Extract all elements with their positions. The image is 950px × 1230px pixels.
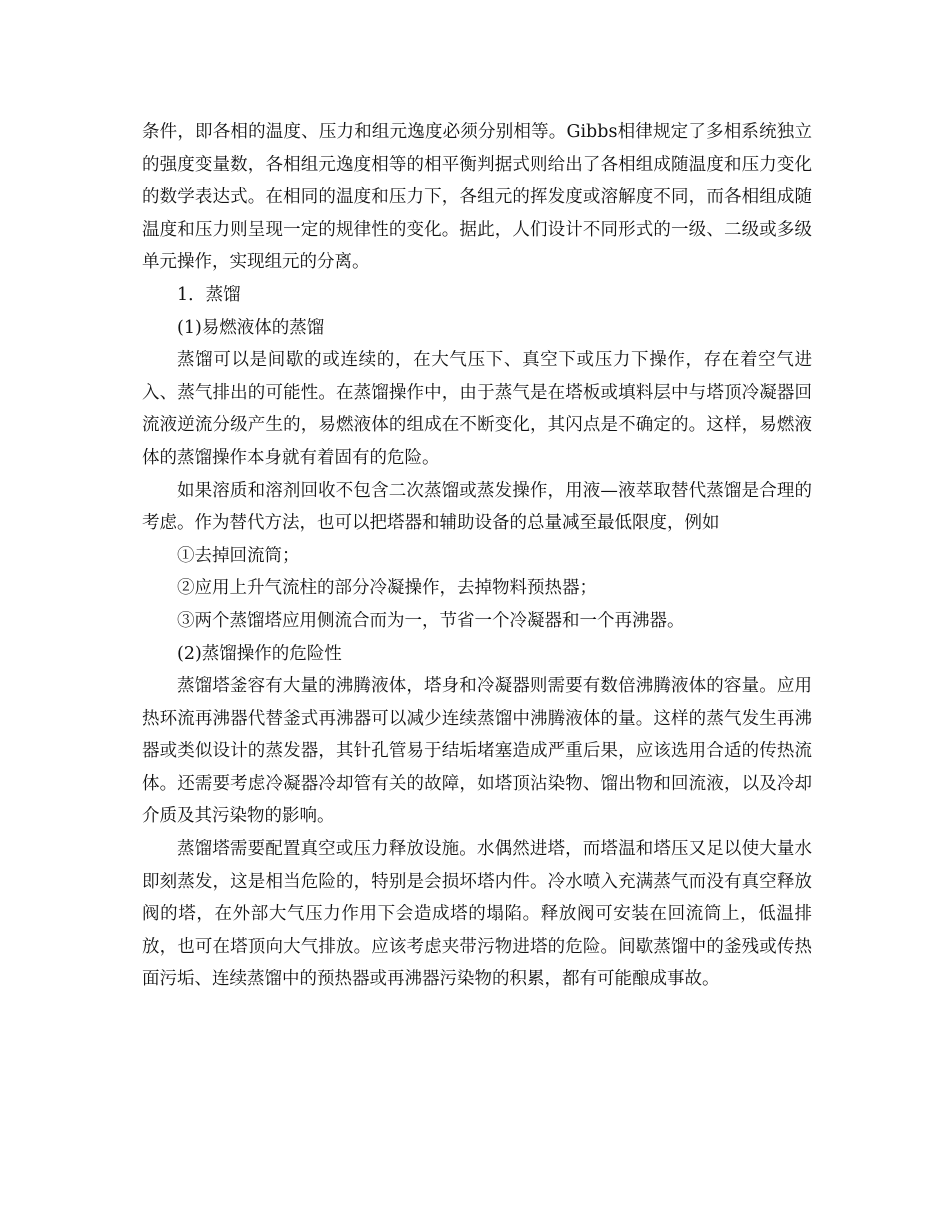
list-item-2: ②应用上升气流柱的部分冷凝操作，去掉物料预热器； [177, 578, 597, 599]
section-heading-distillation: 1．蒸馏 [177, 284, 241, 305]
list-item-1: ①去掉回流筒； [177, 545, 300, 566]
subsection-heading-hazards: (2)蒸馏操作的危险性 [177, 643, 342, 664]
paragraph-boiling-liquid: 蒸馏塔釜容有大量的沸腾液体，塔身和冷凝器则需要有数倍沸腾液体的容量。应用热环流再沸器代替釜式再沸器可以减少连续蒸馏中沸腾液体的量。这样的蒸气发生再沸器或类似设计的蒸发器，其针孔管易于结垢堵塞造成严重后果，应该选用合适的传热流体。还需要考虑冷凝器冷却管有关的故障，如塔顶沾染物、馏出物和回流液，以及冷却介质及其污染物的影响。 [142, 676, 812, 827]
paragraph-alternative-methods: 如果溶质和溶剂回收不包含二次蒸馏或蒸发操作，用液—液萃取替代蒸馏是合理的考虑。作为替代方法，也可以把塔器和辅助设备的总量减至最低限度，例如 [142, 480, 812, 534]
subsection-heading-flammable-liquid: (1)易燃液体的蒸馏 [177, 317, 325, 338]
paragraph-pressure-relief: 蒸馏塔需要配置真空或压力释放设施。水偶然进塔，而塔温和塔压又足以使大量水即刻蒸发，这是相当危险的，特别是会损坏塔内件。冷水喷入充满蒸气而没有真空释放阀的塔，在外部大气压力作用下会造成塔的塌陷。释放阀可安装在回流筒上，低温排放，也可在塔顶向大气排放。应该考虑夹带污物进塔的危险。间歇蒸馏中的釜残或传热面污垢、连续蒸馏中的预热器或再沸器污染物的积累，都有可能酿成事故。 [142, 839, 812, 990]
list-item-3: ③两个蒸馏塔应用侧流合而为一，节省一个冷凝器和一个再沸器。 [177, 610, 685, 631]
paragraph-distillation-operation: 蒸馏可以是间歇的或连续的，在大气压下、真空下或压力下操作，存在着空气进入、蒸气排出的可能性。在蒸馏操作中，由于蒸气是在塔板或填料层中与塔顶冷凝器回流液逆流分级产生的，易燃液体的组成在不断变化，其闪点是不确定的。这样，易燃液体的蒸馏操作本身就有着固有的危险。 [142, 350, 812, 468]
paragraph-phase-equilibrium: 条件，即各相的温度、压力和组元逸度必须分别相等。Gibbs相律规定了多相系统独立的强度变量数，各相组元逸度相等的相平衡判据式则给出了各相组成随温度和压力变化的数学表达式。在相同的温度和压力下，各组元的挥发度或溶解度不同，而各相组成随温度和压力则呈现一定的规律性的变化。据此，人们设计不同形式的一级、二级或多级单元操作，实现组元的分离。 [142, 122, 812, 273]
